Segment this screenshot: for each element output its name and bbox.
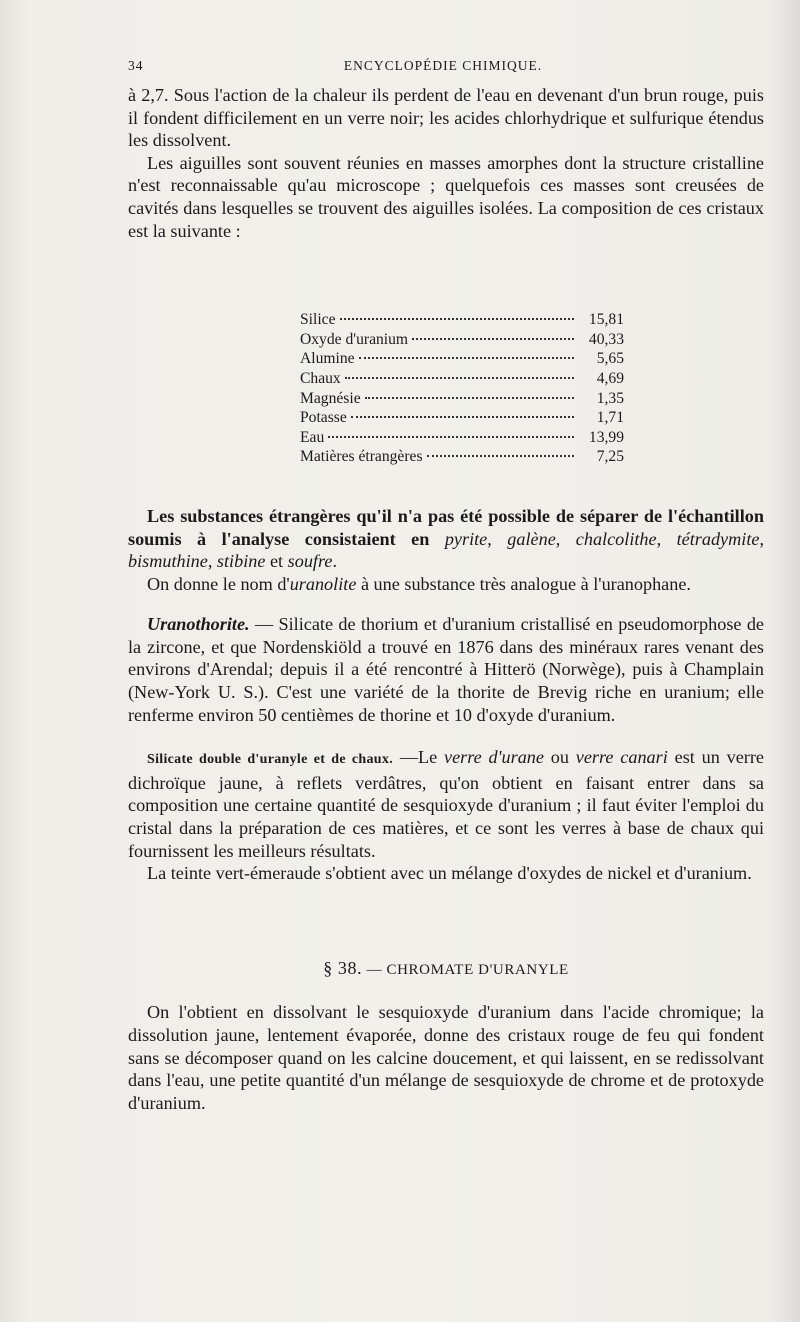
text-run: à une substance très analogue à l'uranophane. xyxy=(356,573,691,594)
term-verre-canari: verre canari xyxy=(575,747,668,768)
dot-leader xyxy=(340,318,574,320)
component-value: 40,33 xyxy=(588,330,624,348)
page-body xyxy=(128,84,764,1114)
term-verre-urane: verre d'urane xyxy=(444,747,544,768)
composition-row xyxy=(300,330,624,350)
mineral-name: galène xyxy=(507,528,556,549)
spacer xyxy=(128,726,764,746)
text-run: — Silicate de thorium et d'uranium cristallisé en pseudomorphose de la zircone, et que Nordenskiöld a trouvé en 1876 dans des minéraux rares venant des environs d'Arendal; depuis il a été rencontré à Hitterö (Norwège), puis à Champlain (New-York U. S.). C'est une variété de la thorite de Brevig riche en uranium; elle renferme environ 50 centièmes de thorine et 10 d'oxyde d'uranium. xyxy=(128,614,764,725)
text-run: Les substances étrangères qu'il n'a pas été possible de séparer de l'échantillon soumis à l'analyse consistaient en xyxy=(128,505,764,549)
text-run: ou xyxy=(543,747,576,768)
mineral-name: soufre xyxy=(287,551,333,572)
dot-leader xyxy=(351,416,574,418)
composition-row xyxy=(300,428,624,448)
composition-table xyxy=(300,310,624,467)
mineral-name: stibine xyxy=(216,551,266,572)
component-name: Magnésie xyxy=(300,389,361,407)
section-heading xyxy=(128,957,764,982)
component-value: 13,99 xyxy=(588,428,624,446)
component-value: 15,81 xyxy=(588,311,624,329)
paragraph-substances: Les substances étrangères qu'il n'a pas été possible de séparer de l'échantillon soumis à l'analyse consistaient en pyrite, galène, chalcolithe, tétradymite, bismuthine, stibine et soufre. xyxy=(128,505,764,572)
paragraph-uranothorite xyxy=(128,613,764,726)
composition-row xyxy=(300,389,624,409)
component-value: 5,65 xyxy=(596,350,624,368)
composition-row xyxy=(300,447,624,467)
text-run: On donne le nom d' xyxy=(147,573,290,594)
component-value: 7,25 xyxy=(596,448,624,466)
mineral-name: pyrite xyxy=(444,528,488,549)
page-number: 34 xyxy=(128,58,144,73)
component-value: 4,69 xyxy=(596,369,624,387)
text-run: et xyxy=(269,551,284,572)
component-name: Oxyde d'uranium xyxy=(300,330,409,348)
composition-row xyxy=(300,310,624,330)
dot-leader xyxy=(412,338,574,340)
composition-row xyxy=(300,369,624,389)
component-name: Potasse xyxy=(300,409,347,427)
paragraph-uranolite xyxy=(128,573,764,596)
term-uranothorite: Uranothorite. xyxy=(147,614,250,635)
running-header xyxy=(128,58,758,78)
paragraph-continuation: à 2,7. Sous l'action de la chaleur ils perdent de l'eau en devenant d'un brun rouge, puis il fondent difficilement en un verre noir; les acides chlorhydrique et sulfurique étendus les dissolvent. xyxy=(128,85,764,151)
composition-row xyxy=(300,349,624,369)
text-run: est un verre dichroïque jaune, à reflets verdâtres, qu'on obtient en faisant entrer dans sa composition une certaine quantité de sesquioxyde d'uranium ; il faut éviter l'emploi du cristal dans la préparation de ces matières, et ce sont les verres à base de chaux qui fournissent les meilleurs résultats. xyxy=(128,747,764,861)
paragraph-chromate: On l'obtient en dissolvant le sesquioxyde d'uranium dans l'acide chromique; la dissolution jaune, lentement évaporée, donne des cristaux rouge de feu qui fondent sans se décomposer quand on les calcine doucement, et qui laissent, en se redissolvant dans l'eau, une petite quantité d'un mélange de sesquioxyde de chrome et de protoxyde d'uranium. xyxy=(128,1002,764,1113)
text-run: —Le xyxy=(393,747,445,768)
component-value: 1,35 xyxy=(596,389,624,407)
mineral-name: chalcolithe xyxy=(575,528,657,549)
component-name: Alumine xyxy=(300,350,355,368)
component-value: 1,71 xyxy=(596,409,624,427)
component-name: Eau xyxy=(300,428,325,446)
dot-leader xyxy=(345,377,574,379)
dot-leader xyxy=(365,397,574,399)
component-name: Matières étrangères xyxy=(300,448,423,466)
mineral-name: tétradymite xyxy=(676,528,760,549)
mineral-name: bismuthine xyxy=(128,551,208,572)
component-name: Chaux xyxy=(300,369,341,387)
spacer xyxy=(128,595,764,613)
paragraph-teinte: La teinte vert-émeraude s'obtient avec un mélange d'oxydes de nickel et d'uranium. xyxy=(147,863,752,884)
section-number: § 38. xyxy=(323,957,363,978)
component-name: Silice xyxy=(300,311,336,329)
composition-row xyxy=(300,408,624,428)
paragraph-aiguilles: Les aiguilles sont souvent réunies en masses amorphes dont la structure cristalline n'est reconnaissable qu'au microscope ; quelquefois ces masses sont creusées de cavités dans lesquelles se trouvent des aiguilles isolées. La composition de ces cristaux est la suivante : xyxy=(128,152,764,241)
dot-leader xyxy=(328,436,574,438)
running-title: ENCYCLOPÉDIE CHIMIQUE. xyxy=(343,58,543,73)
term-silicate-double: Silicate double d'uranyle et de chaux. xyxy=(147,752,393,768)
dot-leader xyxy=(359,357,574,359)
section-title: — CHROMATE D'URANYLE xyxy=(362,961,569,978)
term-uranolite: uranolite xyxy=(289,573,357,594)
paragraph-silicate-double xyxy=(128,746,764,862)
dot-leader xyxy=(427,455,574,457)
